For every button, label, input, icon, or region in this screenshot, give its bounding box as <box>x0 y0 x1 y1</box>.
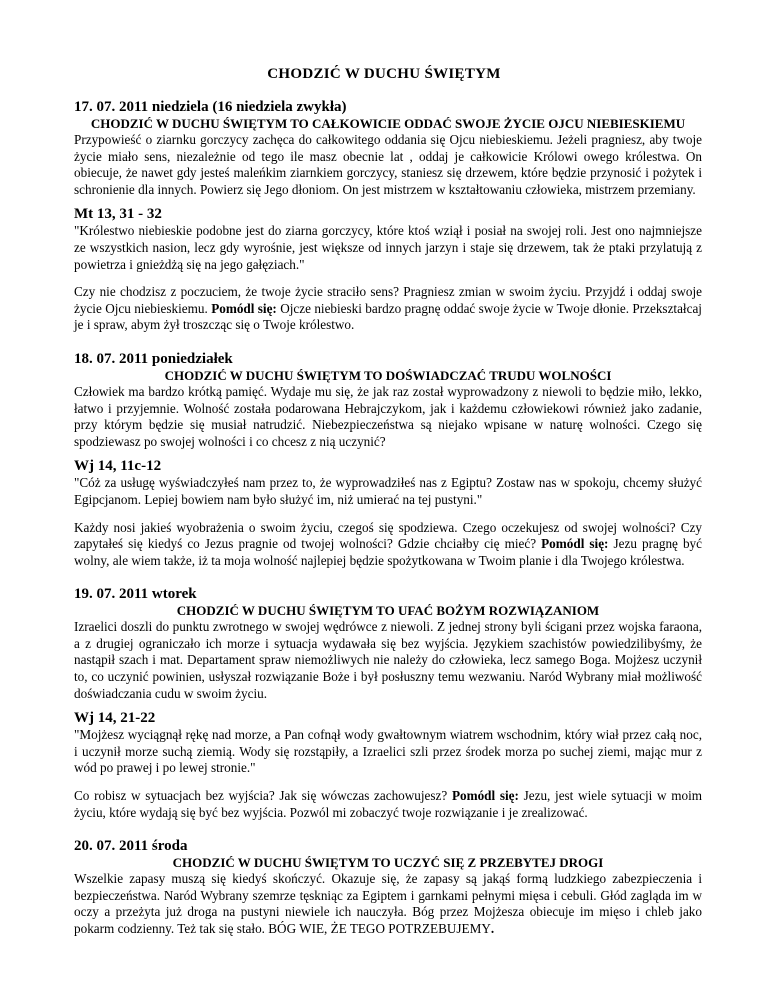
intro-paragraph: Izraelici doszli do punktu zwrotnego w swojej wędrówce z niewoli. Z jednej strony byli ścigani przez wojska faraona, a z drugiej ograniczało ich morze i sytuacja wydawała się bez wyjścia. Językiem szachistów powiedzilibyśmy, że nastąpił szach i mat. Departament spraw niemożliwych nie należy do człowieka, lecz samego Boga. Mojżesz uczynił to, co uczynić powinien, usłyszał rozwiązanie Boże i był posłuszny temu wezwaniu. Naród Wybrany miał możliwość doświadczania cudu w swoim życiu. <box>74 619 702 701</box>
reflection-paragraph <box>74 788 702 821</box>
day-section-4 <box>74 837 702 937</box>
reflection-text: Każdy nosi jakieś wyobrażenia o swoim życiu, czegoś się spodziewa. Czego oczekujesz od swojej wolności? Czy zapytałeś się kiedyś co Jezus pragnie od twojej wolności? Gdzie chciałby cię mieć? <box>74 519 702 552</box>
scripture-reference: Wj 14, 11c-12 <box>74 458 162 475</box>
day-theme: CHODZIĆ W DUCHU ŚWIĘTYM TO CAŁKOWICIE ODDAĆ SWOJE ŻYCIE OJCU NIEBIESKIEMU <box>90 116 686 131</box>
prayer-text: Jezu, jest wiele sytuacji w moim życiu, które wydają się być bez wyjścia. Pozwól mi zobaczyć twoje rozwiązanie i je zrealizować. <box>74 788 702 820</box>
scripture-quote: "Królestwo niebieskie podobne jest do ziarna gorczycy, które ktoś wziął i posiał na swojej roli. Jest ono najmniejsze ze wszystkich nasion, lecz gdy wyrośnie, jest większe od innych jarzyn i staje się drzewem, tak że ptaki przylatują z powietrza i gnieżdżą się na jego gałęziach." <box>74 223 702 272</box>
day-section-1 <box>74 98 702 334</box>
scripture-reference: Mt 13, 31 - 32 <box>74 206 162 223</box>
document-body <box>74 98 702 938</box>
reflection-paragraph <box>74 520 702 570</box>
day-heading: 19. 07. 2011 wtorek <box>74 586 197 603</box>
intro-text: Wszelkie zapasy muszą się kiedyś skończyć. Okazuje się, że zapasy są jakąś formą ludzkiego zabezpieczenia i bezpieczeństwa. Naród Wybrany szemrze tęskniąc za Egiptem i garnkami pełnymi mięsa i cebuli. Głód zagląda im w oczy a przeżyta już droga na pustyni niewiele ich nauczyła. Bóg przez Mojżesza obiecuje im mięso i chleb jako pokarm codzienny. Też tak się stało. BÓG WIE, ŻE TEGO POTRZEBUJEMY <box>74 871 702 936</box>
intro-paragraph: Przypowieść o ziarnku gorczycy zachęca do całkowitego oddania się Ojcu niebieskiemu. Jeżeli pragniesz, aby twoje życie miało sens, niezależnie od tego ile masz obecnie lat , oddaj je całkowicie Królowi owego królestwa. On obiecuje, że nawet gdy jesteś maleńkim ziarnkiem gorczycy, staniesz się drzewem, które będzie przynosić i pożytek i schronienie dla innych. Powierz się Jego dłoniom. On jest mistrzem w kształtowaniu człowieka, mistrzem przemiany. <box>74 132 702 197</box>
intro-paragraph: Człowiek ma bardzo krótką pamięć. Wydaje mu się, że jak raz został wyprowadzony z niewoli to będzie miło, lekko, łatwo i przyjemnie. Wolność została podarowana Hebrajczykom, jak i każdemu człowiekowi również jako zadanie, przy którym będzie się musiał natrudzić. Niebezpieczeństwa są niejako wpisane w naturę wolności. Czego się spodziewasz po swojej wolności i co chcesz z nią uczynić? <box>74 383 702 449</box>
day-heading: 18. 07. 2011 poniedziałek <box>74 350 233 367</box>
intro-end-mark: . <box>490 921 495 936</box>
prayer-text: Jezu pragnę być wolny, ale wiem także, iż ta moja wolność najlepiej będzie spożytkowana w Twoim planie i dla Twojego królestwa. <box>74 536 702 568</box>
day-theme: CHODZIĆ W DUCHU ŚWIĘTYM TO UCZYĆ SIĘ Z PRZEBYTEJ DROGI <box>172 855 604 871</box>
reflection-text: Czy nie chodzisz z poczuciem, że twoje życie straciło sens? Pragniesz zmian w swoim życiu. Przyjdź i oddaj swoje życie Ojcu niebieskiemu. <box>74 284 702 316</box>
prayer-label: Pomódl się: <box>451 788 519 804</box>
day-heading: 17. 07. 2011 niedziela (16 niedziela zwykła) <box>74 99 347 115</box>
reflection-text: Co robisz w sytuacjach bez wyjścia? Jak się wówczas zachowujesz? <box>74 788 452 804</box>
prayer-label: Pomódl się: <box>211 300 277 316</box>
day-heading: 20. 07. 2011 środa <box>74 838 188 855</box>
scripture-quote: "Mojżesz wyciągnął rękę nad morze, a Pan cofnął wody gwałtownym wiatrem wschodnim, który wiał przez całą noc, i uczynił morze suchą ziemią. Wody się rozstąpiły, a Izraelici szli przez środek morza po suchej ziemi, mając mur z wód po prawej i po lewej stronie." <box>74 727 702 776</box>
intro-paragraph <box>74 871 702 937</box>
reflection-paragraph <box>74 284 702 334</box>
day-theme: CHODZIĆ W DUCHU ŚWIĘTYM TO DOŚWIADCZAĆ TRUDU WOLNOŚCI <box>164 367 612 383</box>
prayer-label: Pomódl się: <box>541 536 609 552</box>
scripture-reference: Wj 14, 21-22 <box>74 710 156 727</box>
day-section-2 <box>74 350 702 569</box>
day-theme: CHODZIĆ W DUCHU ŚWIĘTYM TO UFAĆ BOŻYM ROZWIĄZANIOM <box>176 603 600 619</box>
scripture-quote: "Cóż za usługę wyświadczyłeś nam przez to, że wyprowadziłeś nas z Egiptu? Zostaw nas w spokoju, chcemy służyć Egipcjanom. Lepiej bowiem nam było służyć im, niż umierać na tej pustyni." <box>74 475 702 507</box>
document-title: CHODZIĆ W DUCHU ŚWIĘTYM <box>267 66 501 82</box>
day-section-3 <box>74 585 702 821</box>
prayer-text: Ojcze niebieski bardzo pragnę oddać swoje życie w Twoje dłonie. Przekształcaj je i spraw, abym żył troszcząc się o Twoje królestwo. <box>74 300 702 333</box>
